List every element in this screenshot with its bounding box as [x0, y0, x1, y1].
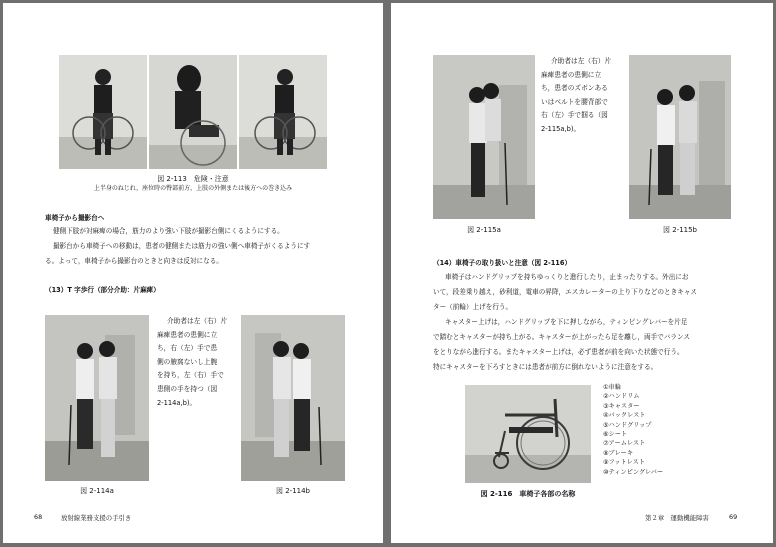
photo-2-114a: [45, 315, 149, 481]
legend-item: ⑥シート: [603, 431, 628, 439]
side-line: 介助者は左（右）片: [167, 317, 228, 325]
side-line: 患側の手を持つ（図: [157, 384, 218, 393]
left-page-number: 68: [34, 513, 43, 521]
side-text-2-115: [541, 55, 611, 137]
side-line: を持ち，左（右）手で: [157, 371, 224, 380]
side-line: ち，右（左）手で患: [157, 344, 218, 353]
section-14-line: キャスター上げは，ハンドグリップを下に押しながら，ティンピングレバーを片足: [445, 318, 688, 326]
side-line: 麻痺患者の患側に立: [541, 70, 602, 79]
figure-2-116-caption: 図 2-116 車椅子各部の名称: [480, 490, 576, 498]
section-13-title: （13）T 字歩行（部分介助：片麻痺）: [45, 286, 160, 294]
legend-item: ①車輪: [603, 384, 621, 391]
legend-item: ③キャスター: [603, 402, 640, 410]
section-14-line: 車椅子はハンドグリップを持ちゆっくりと進行したり，止まったりする。外出にお: [445, 273, 689, 281]
section-14-title: （14）車椅子の取り扱いと注意（図 2-116）: [433, 259, 572, 267]
figure-2-115a-caption: 図 2-115a: [467, 226, 501, 234]
photo-2-115a: [433, 55, 535, 219]
legend-item: ②ハンドリム: [603, 393, 640, 401]
section-14-line: ター（前輪）上げを行う。: [433, 303, 513, 311]
legend-item: ⑩ティンピングレバー: [603, 468, 664, 476]
paragraph-1: 健側下肢が対麻痺の場合，筋力のより強い下肢が撮影台側にくるようにする。: [53, 227, 284, 235]
figure-2-114a-caption: 図 2-114a: [80, 487, 114, 495]
side-line: 2-115a,b)。: [541, 124, 581, 133]
right-footer-chapter: 第２章 運動機能障害: [645, 514, 709, 522]
paragraph-2b: る。よって，車椅子から撮影台のときと向きは反対になる。: [45, 257, 223, 265]
figure-2-113-note: 上半身のねじれ，座位時の臀部前方，上肢の外側または後方への巻き込み: [93, 185, 293, 192]
photo-2-115b: [629, 55, 731, 219]
section-14-line: いて，段差乗り越え，砂利道，電車の昇降，エスカレーターの上り下りなどのときキャス: [433, 288, 698, 296]
section-14-line: をとりながら進行する。またキャスター上げは，必ず患者が前を向いた状態で行う。: [433, 348, 684, 356]
side-line: 2-114a,b)。: [157, 398, 197, 407]
legend-item: ④バックレスト: [603, 412, 646, 420]
section-title-wheelchair-to-table: 車椅子から撮影台へ: [45, 214, 105, 222]
left-footer-title: 放射線業務支援の手引き: [61, 514, 132, 522]
figure-2-114b-caption: 図 2-114b: [275, 487, 310, 495]
right-page-number: 69: [729, 513, 738, 521]
photo-2-113-right: [239, 55, 327, 169]
figure-2-115b-caption: 図 2-115b: [662, 226, 697, 234]
legend-item: ⑤ハンドグリップ: [603, 421, 652, 429]
legend-item: ⑨フットレスト: [603, 459, 646, 467]
legend-item: ⑦アームレスト: [603, 440, 646, 448]
side-text-2-114: [157, 315, 227, 410]
side-line: 麻痺患者の患側に立: [157, 330, 218, 339]
photo-2-116-wheelchair: [465, 385, 591, 483]
photo-2-114b: [241, 315, 345, 481]
side-line: いはベルトを腰背部で: [541, 97, 608, 106]
section-14-line: で踏むとキャスターが持ち上がる。キャスターが上がったら足を離し，両手でバランス: [433, 333, 690, 341]
left-page: [3, 3, 383, 543]
wheelchair-parts-legend: [603, 383, 663, 477]
paragraph-2a: 撮影台から車椅子への移動は，患者の健側または筋力の強い側へ車椅子がくるようにす: [53, 242, 311, 250]
side-line: 右（左）手で掴る（図: [541, 111, 608, 120]
side-line: 側の腋窩ないし上腕: [157, 357, 218, 366]
legend-item: ⑧ブレーキ: [603, 449, 634, 457]
section-14-line: 特にキャスターを下ろすときには患者が前方に倒れないように注意をする。: [433, 363, 658, 371]
side-line: 介助者は左（右）片: [551, 57, 612, 65]
photo-2-113-left: [59, 55, 147, 169]
figure-2-113-caption: 図 2-113 危険・注意: [157, 175, 229, 183]
side-line: ち，患者のズボンある: [541, 84, 608, 93]
right-page: [391, 3, 773, 543]
photo-2-113-center: [149, 55, 237, 169]
